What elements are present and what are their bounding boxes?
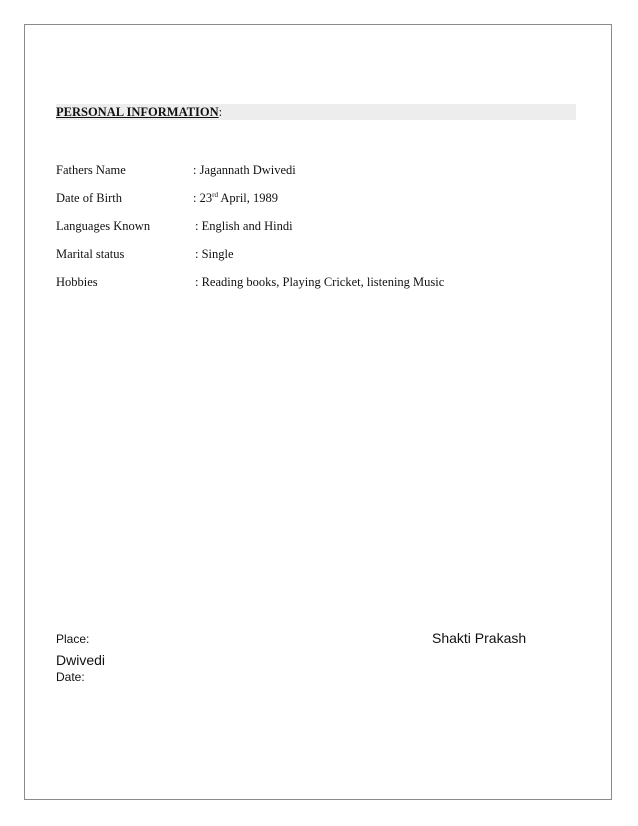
dob-month-year: April, 1989 <box>217 191 279 205</box>
dob-day: : 23 <box>193 191 213 205</box>
section-title-colon: : <box>218 105 223 119</box>
signature-name: Shakti Prakash <box>432 630 527 646</box>
page-frame <box>24 24 612 800</box>
detail-label: Fathers Name <box>56 163 126 177</box>
place-label: Place: <box>56 632 90 646</box>
detail-value <box>193 190 278 206</box>
detail-label: Date of Birth <box>56 191 122 205</box>
detail-value: : Jagannath Dwivedi <box>193 163 296 177</box>
detail-value: : Single <box>195 247 234 261</box>
section-title: PERSONAL INFORMATION <box>56 105 219 119</box>
detail-label: Hobbies <box>56 275 98 289</box>
detail-value: : Reading books, Playing Cricket, listening Music <box>195 275 445 289</box>
detail-value: : English and Hindi <box>195 219 293 233</box>
signature-name-continued: Dwivedi <box>56 652 106 668</box>
dob-ordinal: rd <box>212 190 218 199</box>
date-label: Date: <box>56 670 85 684</box>
section-header <box>56 104 576 120</box>
detail-label: Languages Known <box>56 219 151 233</box>
detail-label: Marital status <box>56 247 125 261</box>
